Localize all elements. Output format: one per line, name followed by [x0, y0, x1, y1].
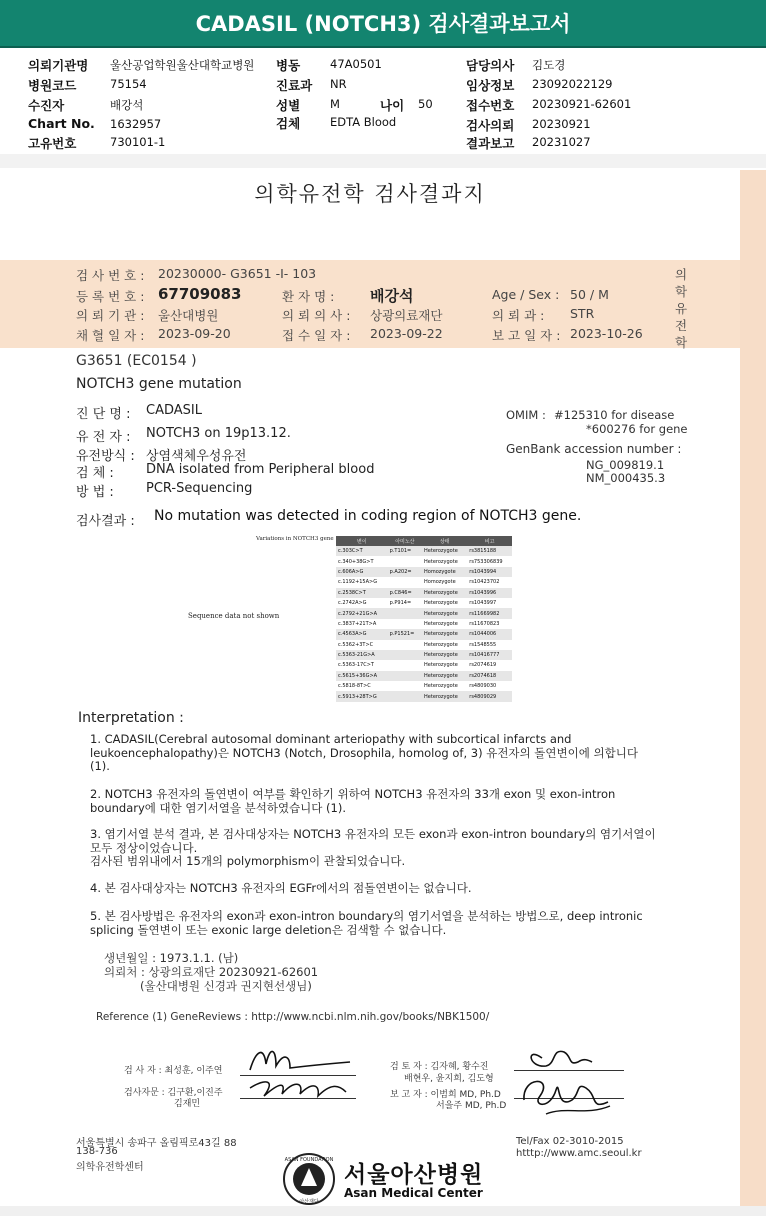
table-cell: rs2074619	[467, 660, 512, 670]
column-header: 비고	[467, 536, 512, 546]
table-row	[336, 546, 512, 556]
interpretation-item-4: 4. 본 검사대상자는 NOTCH3 유전자의 EGFr에서의 점돌연변이는 없습니다.	[90, 881, 472, 895]
table-cell: c.340+38G>T	[336, 556, 388, 566]
reporter-2: 서을주 MD, Ph.D	[436, 1101, 507, 1111]
hospital-logo-english: Asan Medical Center	[344, 1186, 483, 1200]
reg-no-label: 등 록 번 호 :	[76, 289, 145, 304]
table-row	[336, 640, 512, 650]
dept-value: NR	[330, 77, 347, 91]
receive-date-label: 접 수 일 자 :	[282, 328, 351, 343]
table-cell: Heterozygote	[422, 619, 467, 629]
table-row	[336, 619, 512, 629]
table-cell: rs11670823	[467, 619, 512, 629]
table-cell	[388, 619, 422, 629]
collect-date-label: 채 혈 일 자 :	[76, 328, 145, 343]
table-cell	[388, 577, 422, 587]
right-margin-strip	[740, 170, 766, 1210]
interpretation-item-5: 5. 본 검사방법은 유전자의 exon과 exon-intron boundary의 염기서열을 분석하는 방법으로, deep intronic splicing 돌연변이 또는 exonic large deletion은 검색할 수 없습니다.	[90, 909, 643, 937]
table-cell	[388, 671, 422, 681]
table-cell: rs4809030	[467, 681, 512, 691]
age-sex-label: Age / Sex :	[492, 287, 560, 302]
interpretation-title: Interpretation :	[78, 710, 184, 726]
reference: Reference (1) GeneReviews : http://www.ncbi.nlm.nih.gov/books/NBK1500/	[96, 1011, 490, 1023]
table-cell: p.C846=	[388, 588, 422, 598]
report-date-value-2: 2023-10-26	[570, 326, 643, 341]
test-code: G3651 (EC0154 )	[76, 353, 197, 369]
reporter-1: 보 고 자 : 이범희 MD, Ph.D	[390, 1090, 501, 1100]
omim-gene: *600276 for gene	[586, 422, 688, 436]
table-cell: p.P914=	[388, 598, 422, 608]
table-cell: Heterozygote	[422, 556, 467, 566]
bottom-band	[0, 1206, 766, 1216]
inheritance-label: 유전방식 :	[76, 449, 135, 464]
dept-label-2: 의 뢰 과 :	[492, 308, 545, 323]
table-cell: c.1192+15A>G	[336, 577, 388, 587]
gene-value: NOTCH3 on 19p13.12.	[146, 426, 291, 441]
hospital-logo-korean: 서울아산병원	[344, 1162, 484, 1188]
consultant-2: 김재민	[174, 1099, 201, 1109]
table-cell: c.5363-17C>T	[336, 660, 388, 670]
hospital-code-label: 병원코드	[28, 78, 77, 93]
table-cell: rs1043997	[467, 598, 512, 608]
report-date-value: 20231027	[532, 135, 591, 149]
table-cell: rs1043994	[467, 567, 512, 577]
table-cell: rs753306839	[467, 556, 512, 566]
sequence-note: Sequence data not shown	[188, 612, 280, 620]
table-cell: rs1043996	[467, 588, 512, 598]
req-inst-label: 의 뢰 기 관 :	[76, 308, 145, 323]
consultant-1: 검사자문 : 김구환,이진주	[124, 1088, 223, 1098]
chart-no-value: 1632957	[110, 117, 162, 131]
dept-label: 진료과	[276, 78, 313, 93]
table-cell: rs4809029	[467, 691, 512, 701]
table-header-row	[336, 536, 512, 546]
table-cell: c.5913+28T>G	[336, 691, 388, 701]
table-cell: c.5363-21G>A	[336, 650, 388, 660]
center-name: 의학유전학센터	[76, 1162, 144, 1173]
website: htttp://www.amc.seoul.kr	[516, 1148, 642, 1159]
table-cell	[388, 660, 422, 670]
report-date-label-2: 보 고 일 자 :	[492, 328, 561, 343]
table-cell: rs1044006	[467, 629, 512, 639]
interpretation-item-3: 3. 염기서열 분석 결과, 본 검사대상자는 NOTCH3 유전자의 모든 exon과 exon-intron boundary의 염기서열이 모두 정상이었습니다.	[90, 827, 656, 855]
specimen-label: 검체	[276, 116, 301, 131]
asan-foundation-seal-icon	[282, 1152, 336, 1206]
unique-no-value: 730101-1	[110, 135, 166, 149]
variants-caption: Variations in NOTCH3 gene	[256, 536, 334, 542]
genbank-accession-2: NM_000435.3	[586, 471, 666, 485]
table-cell: c.606A>G	[336, 567, 388, 577]
table-cell: Homozygote	[422, 577, 467, 587]
method-value: PCR-Sequencing	[146, 481, 253, 496]
age-value: 50	[418, 97, 433, 111]
table-cell: Heterozygote	[422, 588, 467, 598]
table-row	[336, 588, 512, 598]
table-cell: c.2538C>T	[336, 588, 388, 598]
table-cell: Heterozygote	[422, 671, 467, 681]
ward-value: 47A0501	[330, 57, 382, 71]
patient-value: 배강석	[370, 287, 414, 305]
table-row	[336, 650, 512, 660]
collect-date-value: 2023-09-20	[158, 326, 231, 341]
examinee-label: 수진자	[28, 98, 65, 113]
seal-top-text: ASAN FOUNDATION	[284, 1157, 334, 1163]
test-no-label: 검 사 번 호 :	[76, 268, 145, 283]
ward-label: 병동	[276, 58, 301, 73]
header-info	[0, 50, 766, 154]
chart-no-label: Chart No.	[28, 116, 95, 131]
interpretation-item-1: 1. CADASIL(Cerebral autosomal dominant arteriopathy with subcortical infarcts and leukoencephalopathy)은 NOTCH3 (Notch, Drosophila, homolog of, 3) 유전자의 돌연변이에 의합니다 (1).	[90, 732, 638, 773]
specimen-label-2: 검 체 :	[76, 466, 114, 481]
genbank-label: GenBank accession number :	[506, 442, 682, 456]
table-cell: c.4563A>G	[336, 629, 388, 639]
req-doctor-label: 의 뢰 의 사 :	[282, 308, 351, 323]
clinical-info-label: 임상정보	[466, 78, 515, 93]
req-doctor-value: 상광의료재단	[370, 308, 443, 323]
side-tab-char: 전	[674, 318, 688, 333]
table-cell: rs11669982	[467, 608, 512, 618]
examinee-value: 배강석	[110, 98, 144, 112]
report-title: CADASIL (NOTCH3) 검사결과보고서	[195, 12, 571, 36]
specimen-value-2: DNA isolated from Peripheral blood	[146, 462, 375, 477]
table-row	[336, 608, 512, 618]
side-tab-char: 유	[674, 301, 688, 316]
table-cell: rs10416777	[467, 650, 512, 660]
table-cell: Heterozygote	[422, 598, 467, 608]
table-cell: c.303C>T	[336, 546, 388, 556]
table-cell: c.5818-8T>C	[336, 681, 388, 691]
patient-label: 환 자 명 :	[282, 289, 335, 304]
reviewer-signature	[522, 1040, 632, 1074]
table-cell: rs10423702	[467, 577, 512, 587]
table-row	[336, 577, 512, 587]
gene-label: 유 전 자 :	[76, 430, 131, 445]
inheritance-value: 상염색체우성유전	[146, 449, 247, 464]
table-cell	[388, 691, 422, 701]
dept-value-2: STR	[570, 306, 595, 321]
side-tab-char: 의	[674, 267, 688, 282]
table-row	[336, 671, 512, 681]
hospital-code-value: 75154	[110, 77, 147, 91]
address-line-2: 138-736	[76, 1146, 118, 1157]
table-cell	[388, 556, 422, 566]
table-cell: c.2792+21G>A	[336, 608, 388, 618]
request-date-value: 20230921	[532, 117, 591, 131]
document-title: 의학유전학 검사결과지	[254, 182, 486, 206]
doctor-label: 담당의사	[466, 58, 515, 73]
unique-no-label: 고유번호	[28, 136, 77, 151]
diagnosis-value: CADASIL	[146, 403, 202, 418]
column-header: 변이	[336, 536, 388, 546]
sex-label: 성별	[276, 98, 301, 113]
table-cell: Heterozygote	[422, 681, 467, 691]
table-cell: Heterozygote	[422, 650, 467, 660]
reporter-signature	[516, 1070, 626, 1120]
tester: 검 사 자 : 최성훈, 이주연	[124, 1066, 223, 1076]
table-cell: Heterozygote	[422, 546, 467, 556]
table-cell	[388, 650, 422, 660]
consultant-signature	[246, 1072, 356, 1104]
table-cell: rs2074618	[467, 671, 512, 681]
table-cell: c.5362+3T>C	[336, 640, 388, 650]
table-row	[336, 629, 512, 639]
age-sex-value: 50 / M	[570, 287, 609, 302]
genbank-accession-1: NG_009819.1	[586, 458, 665, 472]
result-message: No mutation was detected in coding region of NOTCH3 gene.	[154, 508, 582, 524]
test-name: NOTCH3 gene mutation	[76, 376, 242, 392]
table-cell: Homozygote	[422, 567, 467, 577]
address-line-1: 서울특별시 송파구 올림픽로43길 88	[76, 1138, 237, 1149]
table-cell: c.5615+36G>A	[336, 671, 388, 681]
reviewer-2: 배현우, 윤지희, 김도형	[404, 1074, 494, 1084]
table-cell: p.P1521=	[388, 629, 422, 639]
clinical-info-value: 23092022129	[532, 77, 613, 91]
institution-value: 울산공업학원울산대학교병원	[110, 58, 255, 72]
birth-date: 생년월일 : 1973.1.1. (남)	[104, 951, 239, 965]
reg-no-value: 67709083	[158, 285, 242, 303]
table-cell: p.A202=	[388, 567, 422, 577]
table-cell: Heterozygote	[422, 629, 467, 639]
table-cell	[388, 640, 422, 650]
age-label: 나이	[380, 98, 405, 113]
table-row	[336, 691, 512, 701]
table-row	[336, 567, 512, 577]
requester-info: 의뢰처 : 상광의료재단 20230921-62601	[104, 965, 319, 979]
table-cell: p.T101=	[388, 546, 422, 556]
diagnosis-label: 진 단 명 :	[76, 407, 131, 422]
side-tab-char: 학	[674, 284, 688, 299]
side-tab	[674, 266, 688, 351]
side-tab-char: 학	[674, 335, 688, 350]
column-header: 상태	[422, 536, 467, 546]
table-cell: rs1548555	[467, 640, 512, 650]
table-cell	[388, 608, 422, 618]
divider-band	[0, 154, 766, 168]
table-cell: c.2742A>G	[336, 598, 388, 608]
receive-date-value: 2023-09-22	[370, 326, 443, 341]
reviewer-1: 검 토 자 : 김자혜, 황수진	[390, 1062, 489, 1072]
table-row	[336, 598, 512, 608]
receipt-no-value: 20230921-62601	[532, 97, 632, 111]
sex-value: M	[330, 97, 340, 111]
institution-label: 의뢰기관명	[28, 58, 89, 73]
report-title-bar	[0, 0, 766, 48]
variants-table	[336, 536, 512, 702]
variants-table-body	[336, 546, 512, 702]
method-label: 방 법 :	[76, 485, 114, 500]
interpretation-item-3b: 검사된 범위내에서 15개의 polymorphism이 관찰되었습니다.	[90, 854, 406, 868]
req-inst-value: 울산대병원	[158, 308, 219, 323]
tel-fax: Tel/Fax 02-3010-2015	[516, 1136, 624, 1147]
specimen-value: EDTA Blood	[330, 115, 397, 129]
seal-bottom-text: 아산재단	[299, 1199, 319, 1205]
test-no-value: 20230000- G3651 -I- 103	[158, 266, 317, 281]
requester-sub: (울산대병원 신경과 권지현선생님)	[140, 979, 312, 993]
table-cell: Heterozygote	[422, 640, 467, 650]
table-cell: Heterozygote	[422, 691, 467, 701]
table-cell	[388, 681, 422, 691]
table-row	[336, 681, 512, 691]
table-cell: c.3837+21T>A	[336, 619, 388, 629]
table-row	[336, 660, 512, 670]
omim-label: OMIM :	[506, 408, 546, 422]
receipt-no-label: 접수번호	[466, 98, 515, 113]
doctor-value: 김도경	[532, 58, 566, 72]
table-row	[336, 556, 512, 566]
column-header: 아미노산	[388, 536, 422, 546]
omim-disease: #125310 for disease	[554, 408, 675, 422]
table-cell: Heterozygote	[422, 608, 467, 618]
result-label: 검사결과 :	[76, 514, 135, 529]
interpretation-item-2: 2. NOTCH3 유전자의 돌연변이 여부를 확인하기 위하여 NOTCH3 유전자의 33개 exon 및 exon-intron boundary에 대한 염기서열을 분석하였습니다 (1).	[90, 787, 616, 815]
table-cell: rs3815188	[467, 546, 512, 556]
table-cell: Heterozygote	[422, 660, 467, 670]
report-date-label: 결과보고	[466, 136, 515, 151]
request-date-label: 검사의뢰	[466, 118, 515, 133]
